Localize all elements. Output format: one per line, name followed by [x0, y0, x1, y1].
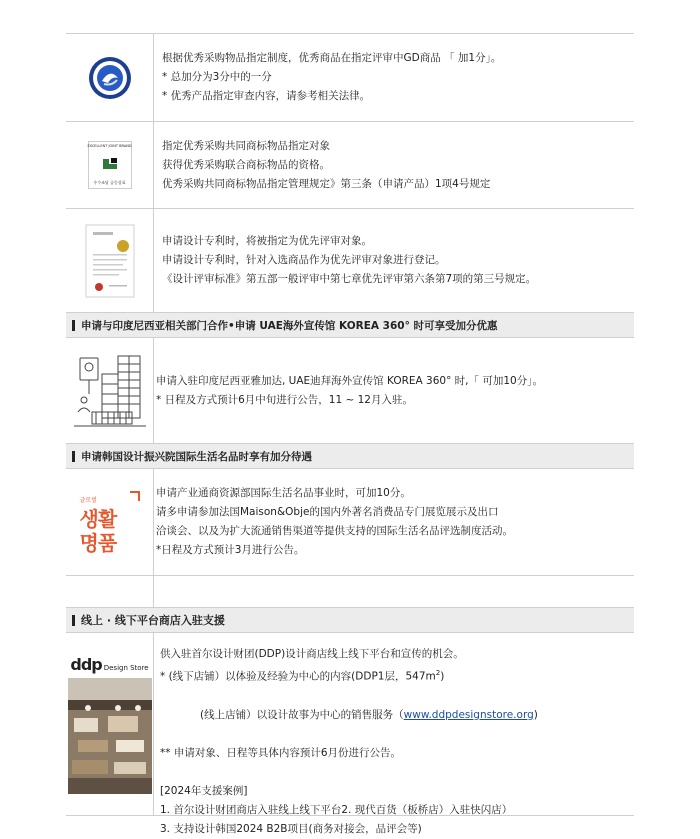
- global-living-goods-logo: [78, 491, 142, 553]
- text-cell: [162, 122, 628, 208]
- text-line: 优秀采购共同商标物品指定管理规定》第三条（申请产品）1项4号规定: [162, 177, 491, 190]
- badge-bottom-text: 우수조달 공동상표: [93, 180, 126, 185]
- text-line: 指定优秀采购共同商标物品指定对象: [162, 139, 330, 152]
- text-line: ** 申请对象、日程等具体内容预计6月份进行公告。: [160, 746, 402, 759]
- text-line: 《设计评审标准》第五部一般评审中第七章优先评审第六条第7项的第三号规定。: [162, 273, 537, 285]
- text-line: [2024年支援案例]: [160, 784, 248, 797]
- header-marker: [72, 615, 75, 626]
- badge-mark-icon: [97, 153, 123, 175]
- text-line: 3. 支持设计韩国2024 B2B项目(商务对接会，品评会等): [160, 822, 422, 835]
- text-line: [160, 664, 628, 687]
- section-title: 线上 · 线下平台商店入驻支援: [81, 614, 225, 627]
- text-line: 申请入驻印度尼西亚雅加达, UAE迪拜海外宣传馆 KOREA 360° 时,「 可加10分」。: [156, 374, 543, 387]
- text-segment: (线上店铺）以设计故事为中心的销售服务（: [186, 708, 404, 721]
- header-marker: [72, 451, 75, 462]
- text-line: * 日程及方式预计6月中旬进行公告，11 ~ 12月入驻。: [156, 393, 413, 406]
- patent-certificate-icon: [85, 224, 135, 298]
- icon-cell: [66, 633, 154, 815]
- ddp-store-link[interactable]: www.ddpdesignstore.org: [403, 708, 534, 721]
- logo-small-text: 글로벌: [79, 497, 97, 504]
- ddp-logo-text: ddp: [70, 654, 102, 674]
- section-header-living-goods: [66, 443, 634, 469]
- text-cell: [160, 633, 628, 835]
- logo-corner-mark: [130, 491, 140, 501]
- icon-cell: [66, 122, 154, 208]
- icon-cell: [66, 34, 154, 121]
- joint-brand-badge-icon: [88, 141, 132, 189]
- text-line: [160, 687, 628, 744]
- superscript: 2: [435, 669, 441, 677]
- section-title: 申请与印度尼西亚相关部门合作•申请 UAE海外宣传馆 KOREA 360° 时可享受加分优惠: [81, 319, 498, 332]
- text-line: 申请设计专利时，将被指定为优先评审对象。: [162, 235, 372, 247]
- text-line: 根据优秀采购物品指定制度，优秀商品在指定评审中GD商品 「 加1分」。: [162, 52, 502, 64]
- header-marker: [72, 320, 75, 331]
- text-line: 请多申请参加法国Maison&Obje的国内外著名消费品专门展览展示及出口: [156, 506, 499, 518]
- benefit-row-procurement: [66, 33, 634, 121]
- logo-main-text-1: 생활: [79, 507, 117, 531]
- store-interior-photo: [68, 678, 152, 794]
- icon-cell: [66, 209, 154, 312]
- benefit-row-living-goods: [66, 469, 634, 575]
- text-line: 1. 首尔设计财团商店入驻线上线下平台2. 现代百货（板桥店）入驻快闪店）: [160, 803, 513, 816]
- icon-cell: [66, 338, 154, 443]
- section-header-platform: [66, 607, 634, 633]
- benefit-row-ddp-store: [66, 633, 634, 835]
- text-line: *日程及方式预计3月进行公告。: [156, 544, 305, 556]
- table-bottom-border: [66, 815, 634, 816]
- text-segment: ): [440, 670, 445, 683]
- design-store-text: Design Store: [103, 663, 149, 672]
- section-title: 申请韩国设计振兴院国际生活名品时享有加分待遇: [81, 450, 312, 463]
- text-cell: [156, 469, 628, 575]
- text-line: * 优秀产品指定审查内容，请参考相关法律。: [162, 90, 371, 102]
- spacer-line: [160, 763, 628, 782]
- text-line: 洽谈会、以及为扩大流通销售渠道等提供支持的国际生活名品评选制度活动。: [156, 525, 513, 537]
- logo-main-text-2: 명품: [79, 531, 117, 555]
- benefit-row-joint-brand: [66, 121, 634, 208]
- section-header-overseas: [66, 312, 634, 338]
- text-line: 供入驻首尔设计财团(DDP)设计商店线上线下平台和宣传的机会。: [160, 648, 464, 660]
- text-cell: [162, 209, 628, 312]
- empty-row: [66, 575, 634, 607]
- badge-top-text: EXCELLENT JOINT BRAND: [87, 144, 132, 148]
- procurement-seal-icon: [88, 56, 132, 100]
- text-line: * 总加分为3分中的一分: [162, 71, 272, 83]
- benefit-row-overseas: [66, 338, 634, 443]
- text-cell: [156, 338, 628, 443]
- icon-cell: [66, 469, 154, 575]
- text-line: 申请设计专利时，针对入选商品作为优先评审对象进行登记。: [162, 254, 446, 266]
- benefit-row-design-patent: [66, 208, 634, 312]
- text-segment: ): [533, 708, 538, 721]
- ddp-design-store-logo: [70, 655, 148, 674]
- buildings-illustration-icon: [72, 350, 148, 432]
- icon-cell: [66, 576, 154, 607]
- text-cell: [162, 34, 628, 121]
- text-line: 获得优秀采购联合商标物品的资格。: [162, 158, 330, 171]
- text-segment: * (线下店铺）以体验及经验为中心的内容(DDP1层，547m: [160, 670, 436, 683]
- text-line: 申请产业通商资源部国际生活名品事业时，可加10分。: [156, 487, 411, 499]
